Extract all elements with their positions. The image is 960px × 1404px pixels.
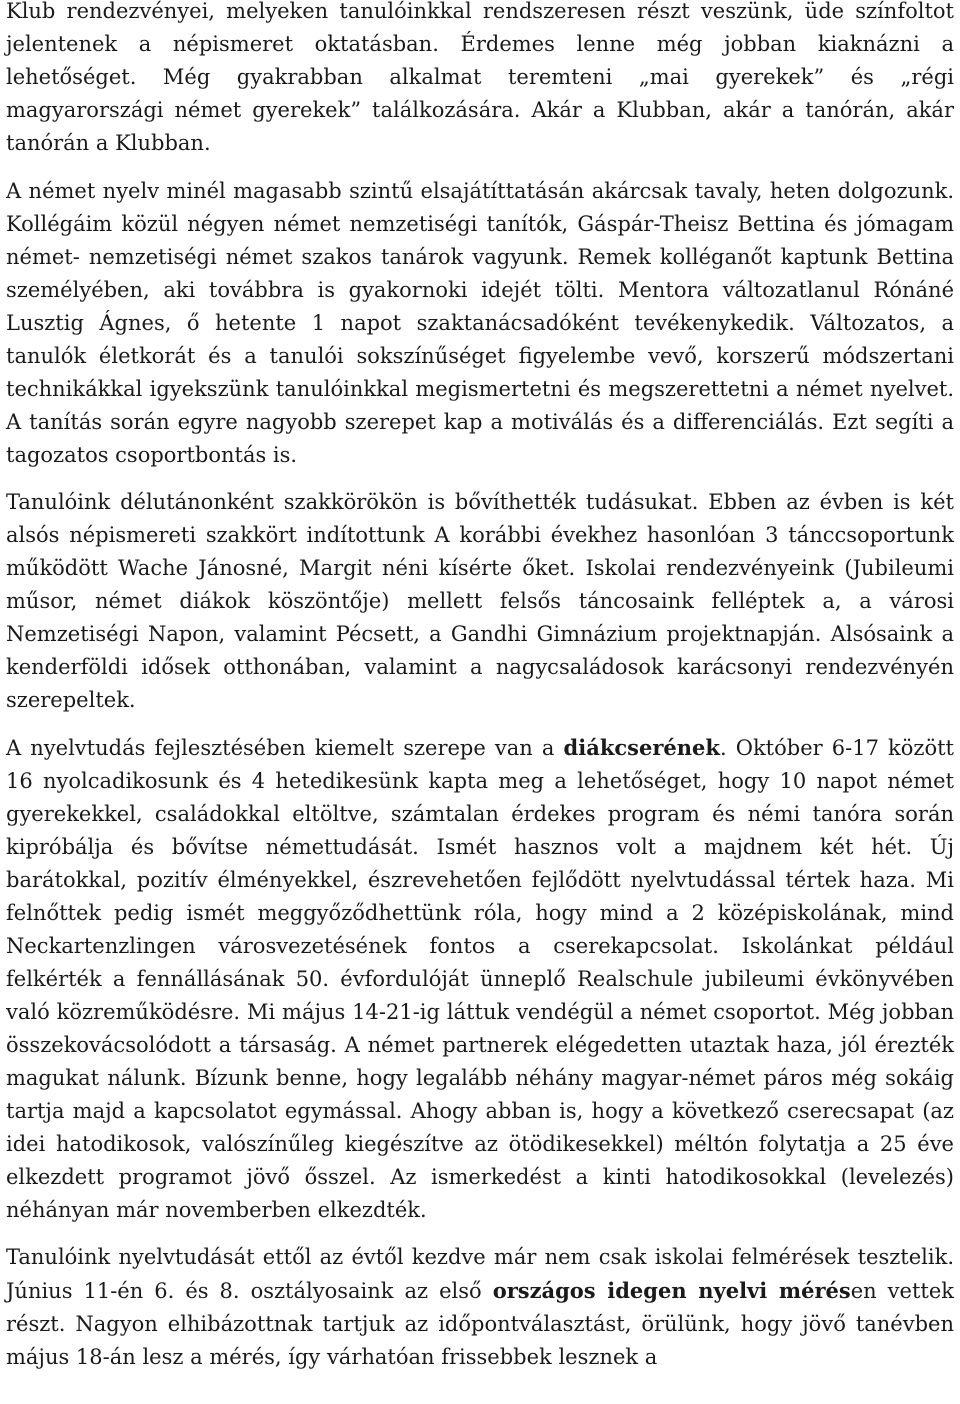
paragraph-szakkorok [6, 486, 954, 717]
paragraph-text: A nyelvtudás fejlesztésében kiemelt szerepe van a [6, 736, 564, 760]
paragraph-text: A német nyelv minél magasabb szintű elsajátíttatásán akárcsak tavaly, heten dolgozunk. Kollégáim közül négyen német nemzetiségi tanítók, Gáspár-Theisz Bettina és jómagam német- nemzetiségi német szakos tanárok vagyunk. Remek kolléganőt kaptunk Bettina személyében, aki továbbra is gyakornoki idejét tölti. Mentora változatlanul Rónáné Lusztig Ágnes, ő hetente 1 napot szaktanácsadóként tevékenykedik. Változatos, a tanulók életkorát és a tanulói sokszínűséget figyelembe vevő, korszerű módszertani technikákkal igyekszünk tanulóinkkal megismertetni és megszerettetni a német nyelvet. A tanítás során egyre nagyobb szerepet kap a motiválás és a differenciálás. Ezt segíti a tagozatos csoportbontás is. [6, 179, 954, 467]
bold-term-meres: országos idegen nyelvi mérés [492, 1278, 851, 1303]
paragraph-text: Tanulóink nyelvtudását ettől az évtől kezdve már nem csak iskolai felmérések tesztelik. Június 11-én 6. és 8. osztályosaink az első [6, 1245, 954, 1303]
paragraph-text: en vettek részt. Nagyon elhibázottnak tartjuk az időpontválasztást, örülünk, hogy jövő tanévben május 18-án lesz a mérés, így várhatóan frissebbek lesznek a [6, 1279, 955, 1369]
paragraph-text: Klub rendezvényei, melyeken tanulóinkkal rendszeresen részt veszünk, üde színfoltot jelentenek a népismeret oktatásban. Érdemes lenne még jobban kiaknázni a lehetőséget. Még gyakrabban alkalmat teremteni „mai gyerekek” és „régi magyarországi német gyerekek” találkozására. Akár a Klubban, akár a tanórán, akár tanórán a Klubban. [6, 0, 954, 155]
paragraph-klub [6, 0, 954, 160]
paragraph-text: . Október 6-17 között 16 nyolcadikosunk és 4 hetedikesünk kapta meg a lehetőséget, hogy 10 napot német gyerekekkel, családokkal eltöltve, számtalan érdekes program és némi tanóra során kipróbálja és bővítse némettudását. Ismét hasznos volt a majdnem két hét. Új barátokkal, pozitív élményekkel, észrevehetően fejlődött nyelvtudással tértek haza. Mi felnőttek pedig ismét meggyőződhettünk róla, hogy mind a 2 középiskolának, mind Neckartenzlingen városvezetésének fontos a cserekapcsolat. Iskolánkat például felkérték a fennállásának 50. évfordulóját ünneplő Realschule jubileumi évkönyvében való közreműködésre. Mi május 14-21-ig láttuk vendégül a német csoportot. Még jobban összekovácsolódott a társaság. A német partnerek elégedetten utaztak haza, jól érezték magukat nálunk. Bízunk benne, hogy legalább néhány magyar-német páros még sokáig tartja majd a kapcsolatot egymással. Ahogy abban is, hogy a következő cserecsapat (az idei hatodikosok, valószínűleg kiegészítve az ötödikesekkel) méltón folytatja a 25 éve elkezdett programot jövő ősszel. Az ismerkedést a kinti hatodikosokkal (levelezés) néhányan már novemberben elkezdték. [6, 736, 954, 1222]
paragraph-text: Tanulóink délutánonként szakkörökön is bővíthették tudásukat. Ebben az évben is két alsós népismereti szakkört indítottunk A korábbi évekhez hasonlóan 3 tánccsoportunk működött Wache Jánosné, Margit néni kísérte őket. Iskolai rendezvényeink (Jubileumi műsor, német diákok köszöntője) mellett felsős táncosaink felléptek a, a városi Nemzetiségi Napon, valamint Pécsett, a Gandhi Gimnázium projektnapján. Alsósaink a kenderföldi idősek otthonában, valamint a nagycsaládosok karácsonyi rendezvényén szerepeltek. [6, 490, 954, 712]
paragraph-meres [6, 1241, 954, 1374]
bold-term-diakcsere: diákcserének [563, 735, 720, 760]
paragraph-nemet-nyelv [6, 175, 954, 472]
paragraph-diakcsere [6, 731, 954, 1227]
